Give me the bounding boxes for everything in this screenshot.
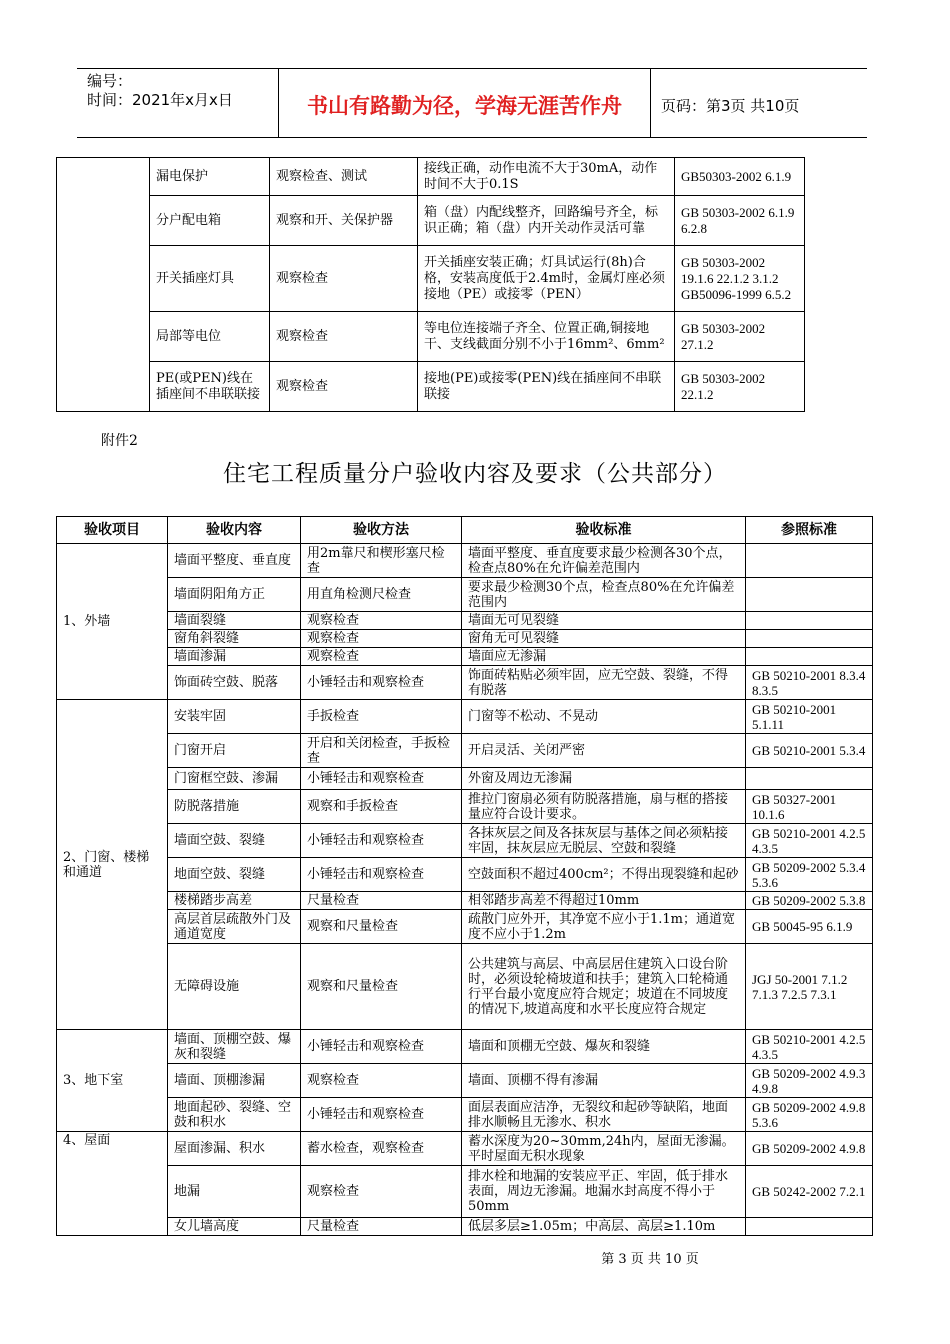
reference-cell: JGJ 50-2001 7.1.2 7.1.3 7.2.5 7.3.1: [746, 944, 873, 1030]
reference-cell: GB 50210-2001 4.2.5 4.3.5: [746, 1030, 873, 1064]
header-cell: 验收项目: [57, 517, 168, 544]
blank-category-cell: [57, 158, 150, 412]
table-row: [57, 362, 805, 412]
standard-cell: 接线正确，动作电流不大于30mA，动作时间不大于0.1S: [418, 158, 675, 196]
table-row: [57, 666, 873, 700]
method-cell: 用2m靠尺和楔形塞尺检查: [301, 544, 462, 578]
method-cell: 小锤轻击和观察检查: [301, 824, 462, 858]
standard-cell: 箱（盘）内配线整齐，回路编号齐全，标识正确；箱（盘）内开关动作灵活可靠: [418, 196, 675, 246]
standard-cell: 公共建筑与高层、中高层居住建筑入口设台阶时，必须设轮椅坡道和扶手；建筑入口轮椅通行平台最小宽度应符合规定；坡道在不同坡度的情况下,坡道高度和水平长度应符合规定: [462, 944, 746, 1030]
method-cell: 观察检查: [301, 648, 462, 666]
method-cell: 观察检查: [270, 362, 418, 412]
reference-cell: [746, 1218, 873, 1236]
reference-cell: GB 50209-2002 5.3.8: [746, 892, 873, 910]
method-cell: 小锤轻击和观察检查: [301, 768, 462, 790]
content-cell: 女儿墙高度: [168, 1218, 301, 1236]
reference-cell: GB 50209-2002 5.3.4 5.3.6: [746, 858, 873, 892]
standard-cell: 外窗及周边无渗漏: [462, 768, 746, 790]
method-cell: 用直角检测尺检查: [301, 578, 462, 612]
reference-cell: GB 50303-2002 22.1.2: [675, 362, 805, 412]
group-name-cell: 4、屋面: [57, 1132, 168, 1236]
item-cell: 分户配电箱: [150, 196, 270, 246]
content-cell: 无障碍设施: [168, 944, 301, 1030]
table-row: [57, 858, 873, 892]
method-cell: 手扳检查: [301, 700, 462, 734]
reference-cell: GB 50045-95 6.1.9: [746, 910, 873, 944]
method-cell: 小锤轻击和观察检查: [301, 1098, 462, 1132]
table-row: [57, 700, 873, 734]
reference-cell: GB 50209-2002 4.9.3 4.9.8: [746, 1064, 873, 1098]
standard-cell: 墙面和顶棚无空鼓、爆灰和裂缝: [462, 1030, 746, 1064]
header-cell: 验收标准: [462, 517, 746, 544]
standard-cell: 各抹灰层之间及各抹灰层与基体之间必须粘接牢固，抹灰层应无脱层、空鼓和裂缝: [462, 824, 746, 858]
standard-cell: 墙面、顶棚不得有渗漏: [462, 1064, 746, 1098]
content-cell: 地面起砂、裂缝、空鼓和积水: [168, 1098, 301, 1132]
table-row: [57, 790, 873, 824]
reference-cell: GB 50209-2002 4.9.8: [746, 1132, 873, 1166]
attachment-label: 附件2: [101, 433, 138, 449]
standard-cell: 推拉门窗扇必须有防脱落措施，扇与框的搭接量应符合设计要求。: [462, 790, 746, 824]
header-cell: 验收方法: [301, 517, 462, 544]
reference-cell: GB50303-2002 6.1.9: [675, 158, 805, 196]
standard-cell: 相邻踏步高差不得超过10mm: [462, 892, 746, 910]
item-cell: 漏电保护: [150, 158, 270, 196]
table-row: [57, 630, 873, 648]
header-info-cell: [77, 69, 279, 137]
acceptance-table: [56, 516, 873, 1236]
content-cell: 墙面平整度、垂直度: [168, 544, 301, 578]
standard-cell: 窗角无可见裂缝: [462, 630, 746, 648]
reference-cell: [746, 578, 873, 612]
reference-cell: GB 50327-2001 10.1.6: [746, 790, 873, 824]
content-cell: 墙面、顶棚渗漏: [168, 1064, 301, 1098]
group-name-cell: 3、地下室: [57, 1030, 168, 1132]
item-cell: 开关插座灯具: [150, 246, 270, 312]
method-cell: 观察和尺量检查: [301, 944, 462, 1030]
method-cell: 蓄水检查，观察检查: [301, 1132, 462, 1166]
reference-cell: [746, 768, 873, 790]
standard-cell: 开关插座安装正确；灯具试运行(8h)合格，安装高度低于2.4m时，金属灯座必须接地（PE）或接零（PEN）: [418, 246, 675, 312]
table-row: [57, 544, 873, 578]
content-cell: 地漏: [168, 1166, 301, 1218]
group-name-cell: 1、外墙: [57, 544, 168, 700]
header-cell: 参照标准: [746, 517, 873, 544]
table-row: [57, 578, 873, 612]
table-row: [57, 1132, 873, 1166]
method-cell: 小锤轻击和观察检查: [301, 666, 462, 700]
content-cell: 墙面、顶棚空鼓、爆灰和裂缝: [168, 1030, 301, 1064]
content-cell: 高层首层疏散外门及通道宽度: [168, 910, 301, 944]
standard-cell: 开启灵活、关闭严密: [462, 734, 746, 768]
reference-cell: GB 50210-2001 4.2.5 4.3.5: [746, 824, 873, 858]
standard-cell: 要求最少检测30个点，检查点80%在允许偏差范围内: [462, 578, 746, 612]
standard-cell: 饰面砖粘贴必须牢固，应无空鼓、裂缝，不得有脱落: [462, 666, 746, 700]
content-cell: 屋面渗漏、积水: [168, 1132, 301, 1166]
reference-cell: [746, 544, 873, 578]
table-row: [57, 246, 805, 312]
standard-cell: 疏散门应外开，其净宽不应小于1.1m；通道宽度不应小于1.2m: [462, 910, 746, 944]
number-label: 编号：: [87, 72, 133, 90]
method-cell: 观察检查: [270, 312, 418, 362]
method-cell: 开启和关闭检查，手扳检查: [301, 734, 462, 768]
method-cell: 观察和手扳检查: [301, 790, 462, 824]
method-cell: 观察检查、测试: [270, 158, 418, 196]
table-row: [57, 648, 873, 666]
table-row: [57, 824, 873, 858]
table-row: [57, 892, 873, 910]
table-header-row: [57, 517, 873, 544]
reference-cell: GB 50303-2002 27.1.2: [675, 312, 805, 362]
table-row: [57, 734, 873, 768]
table-row: [57, 1166, 873, 1218]
reference-cell: GB 50210-2001 5.1.11: [746, 700, 873, 734]
content-cell: 墙面裂缝: [168, 612, 301, 630]
method-cell: 观察检查: [301, 1064, 462, 1098]
standard-cell: 等电位连接端子齐全、位置正确,铜接地干、支线截面分别不小于16mm²、6mm²: [418, 312, 675, 362]
standard-cell: 蓄水深度为20~30mm,24h内，屋面无渗漏。平时屋面无积水现象: [462, 1132, 746, 1166]
header-motto: 书山有路勤为径，学海无涯苦作舟: [279, 69, 651, 137]
table-row: [57, 1030, 873, 1064]
time-label: 时间：2021年x月x日: [87, 91, 233, 109]
method-cell: 尺量检查: [301, 1218, 462, 1236]
method-cell: 观察检查: [301, 1166, 462, 1218]
standard-cell: 接地(PE)或接零(PEN)线在插座间不串联联接: [418, 362, 675, 412]
reference-cell: GB 50303-2002 19.1.6 22.1.2 3.1.2 GB50096-1999 6.5.2: [675, 246, 805, 312]
content-cell: 楼梯踏步高差: [168, 892, 301, 910]
method-cell: 观察和尺量检查: [301, 910, 462, 944]
page-footer: 第 3 页 共 10 页: [601, 1252, 699, 1267]
table-row: [57, 944, 873, 1030]
content-cell: 门窗框空鼓、渗漏: [168, 768, 301, 790]
table-row: [57, 910, 873, 944]
table-row: [57, 768, 873, 790]
table-row: [57, 1064, 873, 1098]
reference-cell: GB 50303-2002 6.1.9 6.2.8: [675, 196, 805, 246]
method-cell: 观察检查: [301, 630, 462, 648]
content-cell: 安装牢固: [168, 700, 301, 734]
standard-cell: 面层表面应洁净，无裂纹和起砂等缺陷，地面排水顺畅且无渗水、积水: [462, 1098, 746, 1132]
reference-cell: GB 50210-2001 5.3.4: [746, 734, 873, 768]
standard-cell: 墙面应无渗漏: [462, 648, 746, 666]
electrical-table: [56, 157, 805, 412]
group-name-cell: 2、门窗、楼梯和通道: [57, 700, 168, 1030]
method-cell: 小锤轻击和观察检查: [301, 1030, 462, 1064]
table-row: [57, 1218, 873, 1236]
reference-cell: [746, 648, 873, 666]
content-cell: 窗角斜裂缝: [168, 630, 301, 648]
reference-cell: GB 50210-2001 8.3.4 8.3.5: [746, 666, 873, 700]
reference-cell: GB 50209-2002 4.9.8 5.3.6: [746, 1098, 873, 1132]
reference-cell: [746, 630, 873, 648]
standard-cell: 门窗等不松动、不晃动: [462, 700, 746, 734]
reference-cell: [746, 612, 873, 630]
method-cell: 小锤轻击和观察检查: [301, 858, 462, 892]
table-row: [57, 196, 805, 246]
content-cell: 墙面阴阳角方正: [168, 578, 301, 612]
item-cell: 局部等电位: [150, 312, 270, 362]
standard-cell: 低层多层≥1.05m；中高层、高层≥1.10m: [462, 1218, 746, 1236]
content-cell: 地面空鼓、裂缝: [168, 858, 301, 892]
table-row: [57, 612, 873, 630]
content-cell: 墙面渗漏: [168, 648, 301, 666]
method-cell: 观察和开、关保护器: [270, 196, 418, 246]
table-row: [57, 1098, 873, 1132]
standard-cell: 空鼓面积不超过400cm²；不得出现裂缝和起砂: [462, 858, 746, 892]
method-cell: 观察检查: [270, 246, 418, 312]
standard-cell: 排水栓和地漏的安装应平正、牢固，低于排水表面，周边无渗漏。地漏水封高度不得小于50mm: [462, 1166, 746, 1218]
content-cell: 饰面砖空鼓、脱落: [168, 666, 301, 700]
content-cell: 防脱落措施: [168, 790, 301, 824]
content-cell: 墙面空鼓、裂缝: [168, 824, 301, 858]
standard-cell: 墙面平整度、垂直度要求最少检测各30个点，检查点80%在允许偏差范围内: [462, 544, 746, 578]
method-cell: 尺量检查: [301, 892, 462, 910]
table-row: [57, 312, 805, 362]
table-row: [57, 158, 805, 196]
header-page-label: 页码：第3页 共10页: [661, 96, 800, 115]
reference-cell: GB 50242-2002 7.2.1: [746, 1166, 873, 1218]
header-cell: 验收内容: [168, 517, 301, 544]
document-header: [77, 68, 867, 138]
page-title: 住宅工程质量分户验收内容及要求（公共部分）: [223, 461, 727, 487]
content-cell: 门窗开启: [168, 734, 301, 768]
item-cell: PE(或PEN)线在插座间不串联联接: [150, 362, 270, 412]
method-cell: 观察检查: [301, 612, 462, 630]
standard-cell: 墙面无可见裂缝: [462, 612, 746, 630]
